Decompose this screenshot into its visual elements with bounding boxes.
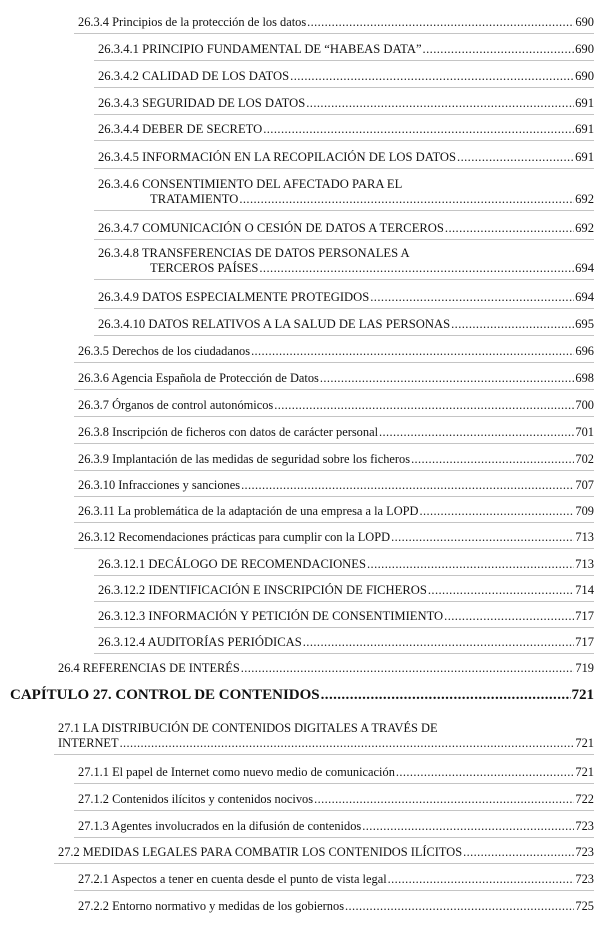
toc-entry-title: 26.3.8 Inscripción de ficheros con datos de carácter personal <box>78 425 379 439</box>
entry-separator <box>74 837 594 838</box>
toc-page-number: 690 <box>575 42 594 56</box>
toc-entry-3 <box>98 96 594 111</box>
toc-entry-title: 26.3.11 La problemática de la adaptación de una empresa a la LOPD <box>78 504 419 518</box>
dot-leader <box>457 150 574 165</box>
entry-separator <box>54 863 594 864</box>
entry-separator <box>74 496 594 497</box>
entry-separator <box>94 601 594 602</box>
toc-page-number: 694 <box>575 290 594 304</box>
toc-entry-title-continued: INTERNET <box>58 736 119 750</box>
toc-entry-24 <box>10 687 594 704</box>
entry-separator <box>74 443 594 444</box>
toc-entry-28 <box>78 819 594 834</box>
toc-entry-26 <box>78 765 594 780</box>
toc-page-number: 713 <box>575 557 594 571</box>
toc-page-number: 691 <box>575 150 594 164</box>
toc-entry-title: 26.3.12.3 INFORMACIÓN Y PETICIÓN DE CONSENTIMIENTO <box>98 609 444 623</box>
dot-leader <box>120 736 575 751</box>
dot-leader <box>306 96 574 111</box>
toc-entry-title-continued: TRATAMIENTO <box>150 192 239 206</box>
entry-separator <box>74 890 594 891</box>
dot-leader <box>303 635 574 650</box>
dot-leader <box>396 765 575 780</box>
toc-entry-title: 27.2.1 Aspectos a tener en cuenta desde el punto de vista legal <box>78 872 387 886</box>
dot-leader <box>251 344 574 359</box>
toc-page-number: 707 <box>575 478 594 492</box>
dot-leader <box>391 530 574 545</box>
entry-separator <box>74 389 594 390</box>
entry-separator <box>94 627 594 628</box>
dot-leader <box>411 452 574 467</box>
toc-entry-title: 27.2 MEDIDAS LEGALES PARA COMBATIR LOS CONTENIDOS ILÍCITOS <box>58 845 463 859</box>
entry-separator <box>94 140 594 141</box>
toc-entry-17 <box>78 504 594 519</box>
toc-entry-title: 26.3.12.2 IDENTIFICACIÓN E INSCRIPCIÓN DE FICHEROS <box>98 583 427 597</box>
toc-entry-title: 26.3.4.6 CONSENTIMIENTO DEL AFECTADO PARA EL <box>98 177 403 191</box>
entry-separator <box>74 33 594 34</box>
toc-entry-27 <box>78 792 594 807</box>
entry-separator <box>74 362 594 363</box>
toc-page-number: 694 <box>575 261 594 275</box>
dot-leader <box>428 583 574 598</box>
toc-entry-title: 26.3.12 Recomendaciones prácticas para cumplir con la LOPD <box>78 530 391 544</box>
entry-separator <box>94 575 594 576</box>
entry-separator <box>94 87 594 88</box>
toc-page-number: 723 <box>575 819 594 833</box>
toc-page-number: 722 <box>575 792 594 806</box>
toc-entry-18 <box>78 530 594 545</box>
toc-page-number: 723 <box>575 872 594 886</box>
toc-page-number: 690 <box>575 15 594 29</box>
toc-page-number: 717 <box>575 635 594 649</box>
toc-entry-6 <box>98 177 594 207</box>
toc-entry-title: 26.3.9 Implantación de las medidas de seguridad sobre los ficheros <box>78 452 411 466</box>
toc-page-number: 692 <box>575 221 594 235</box>
toc-entry-4 <box>98 122 594 137</box>
toc-entry-30 <box>78 872 594 887</box>
toc-page-number: 691 <box>575 122 594 136</box>
dot-leader <box>314 792 574 807</box>
entry-separator <box>94 308 594 309</box>
toc-entry-8 <box>98 246 594 276</box>
toc-entry-title: 26.4 REFERENCIAS DE INTERÉS <box>58 661 240 675</box>
dot-leader <box>307 15 574 30</box>
toc-entry-10 <box>98 317 594 332</box>
dot-leader <box>367 557 574 572</box>
dot-leader <box>370 290 574 305</box>
entry-separator <box>74 548 594 549</box>
toc-entry-title: CAPÍTULO 27. CONTROL DE CONTENIDOS <box>10 687 320 703</box>
dot-leader <box>388 872 575 887</box>
toc-entry-2 <box>98 69 594 84</box>
dot-leader <box>274 398 574 413</box>
entry-separator <box>74 416 594 417</box>
dot-leader <box>420 504 575 519</box>
toc-page-number: 709 <box>575 504 594 518</box>
entry-separator <box>94 168 594 169</box>
toc-entry-title: 26.3.4.3 SEGURIDAD DE LOS DATOS <box>98 96 306 110</box>
toc-entry-title: 26.3.4.9 DATOS ESPECIALMENTE PROTEGIDOS <box>98 290 370 304</box>
dot-leader <box>259 261 574 276</box>
toc-entry-15 <box>78 452 594 467</box>
toc-entry-29 <box>58 845 594 860</box>
toc-entry-22 <box>98 635 594 650</box>
toc-entry-11 <box>78 344 594 359</box>
dot-leader <box>423 42 575 57</box>
dot-leader <box>241 661 575 676</box>
toc-entry-13 <box>78 398 594 413</box>
toc-entry-title: 27.1.1 El papel de Internet como nuevo medio de comunicación <box>78 765 395 779</box>
entry-separator <box>74 470 594 471</box>
toc-entry-0 <box>78 15 594 30</box>
toc-page-number: 719 <box>575 661 594 675</box>
toc-entry-31 <box>78 899 594 914</box>
entry-separator <box>94 114 594 115</box>
toc-entry-19 <box>98 557 594 572</box>
entry-separator <box>74 810 594 811</box>
toc-page-number: 713 <box>575 530 594 544</box>
entry-separator <box>54 754 594 755</box>
toc-entry-16 <box>78 478 594 493</box>
dot-leader <box>263 122 574 137</box>
dot-leader <box>445 221 574 236</box>
toc-entry-7 <box>98 221 594 236</box>
toc-page-number: 701 <box>575 425 594 439</box>
dot-leader <box>451 317 574 332</box>
toc-entry-14 <box>78 425 594 440</box>
toc-entry-title: 26.3.4.5 INFORMACIÓN EN LA RECOPILACIÓN DE LOS DATOS <box>98 150 457 164</box>
entry-separator <box>94 653 594 654</box>
toc-page-number: 725 <box>575 899 594 913</box>
dot-leader <box>379 425 574 440</box>
dot-leader <box>362 819 574 834</box>
toc-entry-20 <box>98 583 594 598</box>
toc-entry-title: 27.1.3 Agentes involucrados en la difusión de contenidos <box>78 819 362 833</box>
toc-page-number: 721 <box>571 687 594 703</box>
dot-leader <box>463 845 574 860</box>
dot-leader <box>290 69 574 84</box>
dot-leader <box>345 899 574 914</box>
toc-entry-title: 26.3.12.4 AUDITORÍAS PERIÓDICAS <box>98 635 302 649</box>
entry-separator <box>94 335 594 336</box>
toc-entry-title: 26.3.10 Infracciones y sanciones <box>78 478 241 492</box>
toc-page-number: 721 <box>575 765 594 779</box>
toc-page-number: 695 <box>575 317 594 331</box>
toc-page-number: 721 <box>575 736 594 750</box>
toc-page-number: 691 <box>575 96 594 110</box>
toc-entry-title: 26.3.12.1 DECÁLOGO DE RECOMENDACIONES <box>98 557 366 571</box>
toc-entry-25 <box>58 721 594 751</box>
toc-entry-12 <box>78 371 594 386</box>
toc-entry-9 <box>98 290 594 305</box>
toc-entry-title: 26.3.4.7 COMUNICACIÓN O CESIÓN DE DATOS A TERCEROS <box>98 221 444 235</box>
toc-entry-title: 26.3.4.8 TRANSFERENCIAS DE DATOS PERSONALES A <box>98 246 410 260</box>
entry-separator <box>94 210 594 211</box>
dot-leader <box>444 609 574 624</box>
entry-separator <box>94 239 594 240</box>
toc-page-number: 698 <box>575 371 594 385</box>
toc-entry-23 <box>58 661 594 676</box>
toc-entry-title: 26.3.4 Principios de la protección de los datos <box>78 15 307 29</box>
dot-leader <box>321 687 571 704</box>
toc-page-number: 700 <box>575 398 594 412</box>
entry-separator <box>94 60 594 61</box>
toc-entry-21 <box>98 609 594 624</box>
toc-entry-1 <box>98 42 594 57</box>
toc-entry-title: 26.3.5 Derechos de los ciudadanos <box>78 344 251 358</box>
toc-entry-title: 26.3.4.4 DEBER DE SECRETO <box>98 122 263 136</box>
toc-page-number: 714 <box>575 583 594 597</box>
toc-entry-title: 27.2.2 Entorno normativo y medidas de los gobiernos <box>78 899 345 913</box>
dot-leader <box>241 478 574 493</box>
toc-entry-title: 26.3.4.2 CALIDAD DE LOS DATOS <box>98 69 290 83</box>
toc-entry-title: 26.3.6 Agencia Española de Protección de Datos <box>78 371 319 385</box>
toc-entry-5 <box>98 150 594 165</box>
toc-page-number: 690 <box>575 69 594 83</box>
entry-separator <box>74 522 594 523</box>
toc-page-number: 692 <box>575 192 594 206</box>
toc-page-number: 696 <box>575 344 594 358</box>
toc-entry-title-continued: TERCEROS PAÍSES <box>150 261 259 275</box>
toc-page-number: 723 <box>575 845 594 859</box>
entry-separator <box>74 783 594 784</box>
entry-separator <box>94 279 594 280</box>
toc-page-number: 717 <box>575 609 594 623</box>
dot-leader <box>239 192 574 207</box>
dot-leader <box>320 371 575 386</box>
toc-entry-title: 27.1 LA DISTRIBUCIÓN DE CONTENIDOS DIGITALES A TRAVÉS DE <box>58 721 438 735</box>
toc-entry-title: 27.1.2 Contenidos ilícitos y contenidos nocivos <box>78 792 314 806</box>
toc-entry-title: 26.3.4.1 PRINCIPIO FUNDAMENTAL DE “HABEAS DATA” <box>98 42 422 56</box>
toc-entry-title: 26.3.4.10 DATOS RELATIVOS A LA SALUD DE LAS PERSONAS <box>98 317 451 331</box>
toc-entry-title: 26.3.7 Órganos de control autonómicos <box>78 398 274 412</box>
toc-page-number: 702 <box>575 452 594 466</box>
